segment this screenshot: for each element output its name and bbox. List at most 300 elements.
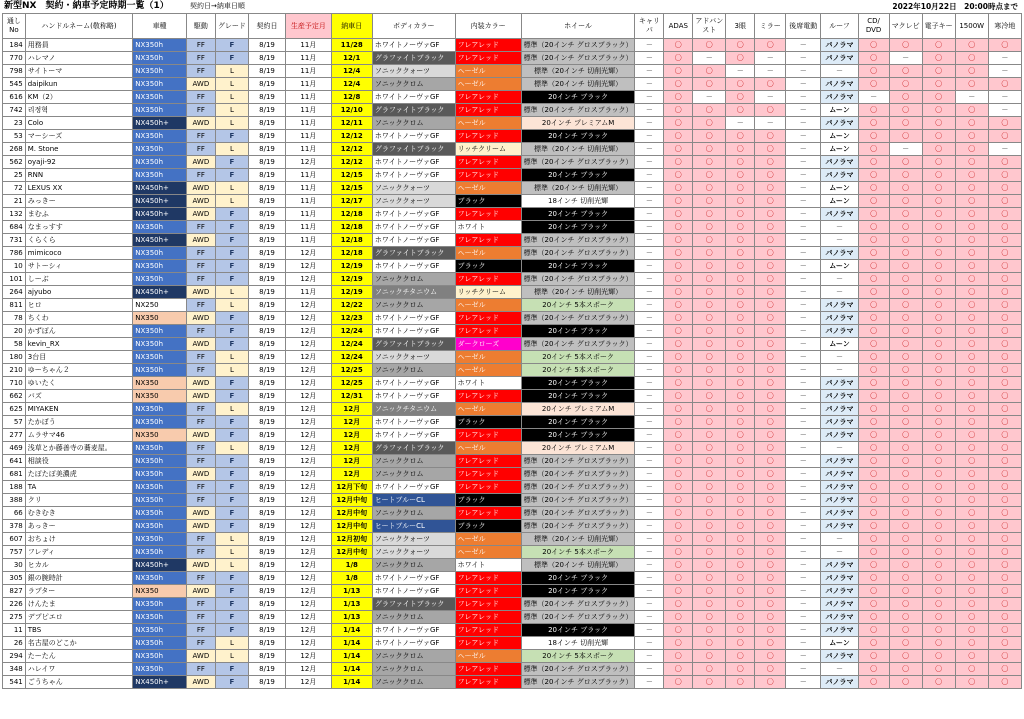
table-row (3, 481, 1022, 494)
cell-roof: パノラマ (821, 208, 858, 221)
cell-three-lens: 〇 (726, 429, 755, 442)
cell-wheel: 標準（20インチ グロスブラック） (521, 338, 635, 351)
cell-grade: L (215, 65, 248, 78)
cell-contract-date: 8/19 (248, 247, 285, 260)
cell-rear-power: － (786, 533, 821, 546)
cell-no: 226 (3, 598, 26, 611)
cell-drive: AWD (186, 390, 215, 403)
cell-mark-levinson: 〇 (889, 221, 922, 234)
cell-body-color: ホワイトノーヴァGF (372, 169, 455, 182)
cell-wheel: 標準（20インチ グロスブラック） (521, 247, 635, 260)
cell-handle: ちくわ (25, 312, 132, 325)
cell-rear-power: － (786, 468, 821, 481)
cell-no: 53 (3, 130, 26, 143)
cell-cd-dvd: 〇 (858, 143, 889, 156)
cell-rear-power: － (786, 351, 821, 364)
cell-cd-dvd: 〇 (858, 598, 889, 611)
cell-grade: L (215, 104, 248, 117)
cell-production-month: 11月 (286, 286, 331, 299)
cell-car: NX350h (133, 468, 187, 481)
cell-cd-dvd: 〇 (858, 481, 889, 494)
cell-handle: まむふ (25, 208, 132, 221)
cell-caliper: － (635, 650, 664, 663)
cell-car: NX350h (133, 624, 187, 637)
cell-roof: パノラマ (821, 377, 858, 390)
cell-cd-dvd: 〇 (858, 585, 889, 598)
cell-caliper: － (635, 676, 664, 689)
cell-body-color: ソニッククロム (372, 117, 455, 130)
cell-digital-key: 〇 (922, 117, 955, 130)
cell-car: NX350h (133, 325, 187, 338)
cell-rear-power: － (786, 169, 821, 182)
cell-caliper: － (635, 377, 664, 390)
cell-handle: ゆーちゃん２ (25, 364, 132, 377)
cell-car: NX350h (133, 455, 187, 468)
cell-contract-date: 8/19 (248, 572, 285, 585)
cell-caliper: － (635, 65, 664, 78)
cell-mark-levinson: 〇 (889, 572, 922, 585)
column-header-caliper: キャリパ (635, 14, 664, 39)
cell-power-1500w: 〇 (955, 650, 988, 663)
cell-delivery-date: 12/17 (331, 195, 372, 208)
table-row (3, 156, 1022, 169)
table-row (3, 611, 1022, 624)
cell-grade: F (215, 585, 248, 598)
cell-delivery-date: 12/12 (331, 130, 372, 143)
cell-cold-region: 〇 (988, 533, 1021, 546)
cell-drive: AWD (186, 377, 215, 390)
table-row (3, 78, 1022, 91)
cell-grade: L (215, 351, 248, 364)
cell-advanced: 〇 (693, 104, 726, 117)
cell-body-color: ソニッククロム (372, 559, 455, 572)
cell-interior-color: フレアレッド (455, 637, 521, 650)
cell-cd-dvd: 〇 (858, 338, 889, 351)
cell-no: 275 (3, 611, 26, 624)
cell-rear-power: － (786, 182, 821, 195)
cell-contract-date: 8/19 (248, 182, 285, 195)
cell-contract-date: 8/19 (248, 494, 285, 507)
cell-contract-date: 8/19 (248, 117, 285, 130)
cell-mirror: 〇 (755, 520, 786, 533)
cell-rear-power: － (786, 234, 821, 247)
cell-wheel: 標準（20インチ グロスブラック） (521, 611, 635, 624)
column-header-handle: ハンドルネーム(敬称略) (25, 14, 132, 39)
cell-grade: L (215, 143, 248, 156)
cell-no: 827 (3, 585, 26, 598)
cell-roof: － (821, 351, 858, 364)
cell-digital-key: 〇 (922, 585, 955, 598)
cell-interior-color: フレアレッド (455, 481, 521, 494)
cell-contract-date: 8/19 (248, 546, 285, 559)
cell-interior-color: フレアレッド (455, 39, 521, 52)
table-row (3, 260, 1022, 273)
cell-car: NX350h (133, 338, 187, 351)
cell-three-lens: 〇 (726, 403, 755, 416)
cell-digital-key: 〇 (922, 663, 955, 676)
cell-mirror: 〇 (755, 533, 786, 546)
cell-car: NX350h (133, 273, 187, 286)
cell-wheel: 標準（20インチ グロスブラック） (521, 156, 635, 169)
cell-handle: LEXUS XX (25, 182, 132, 195)
cell-adas: 〇 (664, 572, 693, 585)
cell-drive: FF (186, 65, 215, 78)
cell-cold-region: 〇 (988, 611, 1021, 624)
cell-three-lens: 〇 (726, 273, 755, 286)
cell-rear-power: － (786, 338, 821, 351)
cell-delivery-date: 1/14 (331, 650, 372, 663)
cell-delivery-date: 12/31 (331, 390, 372, 403)
cell-roof: パノラマ (821, 325, 858, 338)
cell-interior-color: ヘーゼル (455, 442, 521, 455)
cell-cold-region: － (988, 91, 1021, 104)
cell-production-month: 11月 (286, 221, 331, 234)
delivery-table (2, 13, 1022, 689)
cell-handle: むきむき (25, 507, 132, 520)
cell-body-color: ホワイトノーヴァGF (372, 130, 455, 143)
cell-digital-key: 〇 (922, 143, 955, 156)
cell-digital-key: 〇 (922, 442, 955, 455)
cell-power-1500w: 〇 (955, 624, 988, 637)
cell-digital-key: 〇 (922, 286, 955, 299)
cell-mark-levinson: 〇 (889, 117, 922, 130)
cell-three-lens: 〇 (726, 221, 755, 234)
table-row (3, 234, 1022, 247)
cell-cold-region: 〇 (988, 403, 1021, 416)
cell-handle: たーたん (25, 650, 132, 663)
cell-adas: 〇 (664, 598, 693, 611)
cell-delivery-date: 12月中旬 (331, 546, 372, 559)
cell-cd-dvd: 〇 (858, 416, 889, 429)
cell-advanced: 〇 (693, 637, 726, 650)
cell-power-1500w: 〇 (955, 598, 988, 611)
cell-handle: ヒカル (25, 559, 132, 572)
cell-car: NX350h (133, 221, 187, 234)
cell-mark-levinson: 〇 (889, 598, 922, 611)
cell-power-1500w: 〇 (955, 52, 988, 65)
cell-body-color: ソニッククロム (372, 650, 455, 663)
cell-drive: FF (186, 572, 215, 585)
cell-production-month: 11月 (286, 52, 331, 65)
cell-drive: FF (186, 611, 215, 624)
cell-mirror: 〇 (755, 325, 786, 338)
cell-car: NX450h+ (133, 195, 187, 208)
cell-delivery-date: 12/19 (331, 286, 372, 299)
cell-production-month: 11月 (286, 65, 331, 78)
cell-car: NX350h (133, 494, 187, 507)
cell-no: 25 (3, 169, 26, 182)
cell-interior-color: フレアレッド (455, 91, 521, 104)
cell-adas: 〇 (664, 390, 693, 403)
cell-caliper: － (635, 169, 664, 182)
cell-contract-date: 8/19 (248, 208, 285, 221)
cell-grade: F (215, 338, 248, 351)
cell-power-1500w: 〇 (955, 364, 988, 377)
cell-delivery-date: 1/14 (331, 624, 372, 637)
cell-power-1500w: 〇 (955, 143, 988, 156)
cell-power-1500w: 〇 (955, 286, 988, 299)
cell-handle: ごうちゃん (25, 676, 132, 689)
cell-cd-dvd: 〇 (858, 52, 889, 65)
cell-car: NX350 (133, 377, 187, 390)
cell-interior-color: ホワイト (455, 559, 521, 572)
cell-production-month: 11月 (286, 91, 331, 104)
cell-power-1500w: 〇 (955, 312, 988, 325)
cell-production-month: 12月 (286, 377, 331, 390)
cell-no: 132 (3, 208, 26, 221)
cell-car: NX350h (133, 78, 187, 91)
cell-body-color: ソニッククォーツ (372, 533, 455, 546)
cell-digital-key: 〇 (922, 572, 955, 585)
cell-grade: L (215, 533, 248, 546)
cell-roof: パノラマ (821, 676, 858, 689)
cell-wheel: 18インチ 切削光輝 (521, 637, 635, 650)
cell-cold-region: 〇 (988, 182, 1021, 195)
cell-contract-date: 8/19 (248, 455, 285, 468)
cell-mark-levinson: 〇 (889, 533, 922, 546)
cell-mirror: 〇 (755, 481, 786, 494)
cell-wheel: 標準（20インチ 切削光輝） (521, 143, 635, 156)
cell-contract-date: 8/19 (248, 364, 285, 377)
cell-interior-color: ホワイト (455, 221, 521, 234)
cell-rear-power: － (786, 104, 821, 117)
cell-grade: F (215, 572, 248, 585)
column-header-grade: グレード (215, 14, 248, 39)
cell-car: NX450h+ (133, 182, 187, 195)
cell-rear-power: － (786, 598, 821, 611)
cell-rear-power: － (786, 117, 821, 130)
cell-rear-power: － (786, 130, 821, 143)
table-row (3, 338, 1022, 351)
cell-mirror: 〇 (755, 247, 786, 260)
cell-rear-power: － (786, 429, 821, 442)
cell-grade: L (215, 364, 248, 377)
cell-mirror: 〇 (755, 234, 786, 247)
cell-rear-power: － (786, 481, 821, 494)
cell-three-lens: 〇 (726, 481, 755, 494)
cell-advanced: 〇 (693, 663, 726, 676)
cell-mark-levinson: 〇 (889, 338, 922, 351)
cell-contract-date: 8/19 (248, 52, 285, 65)
cell-grade: F (215, 416, 248, 429)
cell-mark-levinson: 〇 (889, 624, 922, 637)
cell-handle: Colo (25, 117, 132, 130)
cell-advanced: 〇 (693, 325, 726, 338)
cell-delivery-date: 12/4 (331, 78, 372, 91)
cell-contract-date: 8/19 (248, 312, 285, 325)
cell-cold-region: 〇 (988, 416, 1021, 429)
cell-digital-key: 〇 (922, 533, 955, 546)
cell-roof: パノラマ (821, 416, 858, 429)
column-header-production-month: 生産予定月 (286, 14, 331, 39)
cell-mark-levinson: 〇 (889, 91, 922, 104)
cell-drive: AWD (186, 78, 215, 91)
cell-rear-power: － (786, 273, 821, 286)
cell-mirror: － (755, 65, 786, 78)
cell-handle: TA (25, 481, 132, 494)
cell-mark-levinson: 〇 (889, 104, 922, 117)
cell-wheel: 標準（20インチ 切削光輝） (521, 78, 635, 91)
column-header-contract-date: 契約日 (248, 14, 285, 39)
cell-cold-region: 〇 (988, 520, 1021, 533)
cell-no: 23 (3, 117, 26, 130)
cell-body-color: ソニッククォーツ (372, 351, 455, 364)
cell-production-month: 12月 (286, 494, 331, 507)
column-header-roof: ルーフ (821, 14, 858, 39)
cell-handle: ムラサマ46 (25, 429, 132, 442)
cell-mark-levinson: 〇 (889, 650, 922, 663)
cell-cold-region: 〇 (988, 260, 1021, 273)
cell-three-lens: 〇 (726, 520, 755, 533)
cell-caliper: － (635, 390, 664, 403)
cell-advanced: 〇 (693, 546, 726, 559)
cell-mirror: 〇 (755, 351, 786, 364)
cell-roof: パノラマ (821, 117, 858, 130)
cell-wheel: 標準（20インチ グロスブラック） (521, 494, 635, 507)
cell-interior-color: ヘーゼル (455, 182, 521, 195)
cell-cold-region: 〇 (988, 559, 1021, 572)
cell-mirror: 〇 (755, 260, 786, 273)
cell-advanced: 〇 (693, 195, 726, 208)
cell-caliper: － (635, 130, 664, 143)
cell-adas: 〇 (664, 286, 693, 299)
cell-power-1500w: 〇 (955, 299, 988, 312)
cell-mark-levinson: － (889, 52, 922, 65)
cell-roof: － (821, 273, 858, 286)
cell-drive: AWD (186, 559, 215, 572)
cell-body-color: ソニッククロム (372, 676, 455, 689)
cell-advanced: 〇 (693, 312, 726, 325)
cell-power-1500w: 〇 (955, 78, 988, 91)
cell-digital-key: 〇 (922, 507, 955, 520)
cell-production-month: 11月 (286, 130, 331, 143)
cell-caliper: － (635, 104, 664, 117)
table-row (3, 585, 1022, 598)
cell-mark-levinson: 〇 (889, 520, 922, 533)
cell-adas: 〇 (664, 442, 693, 455)
cell-contract-date: 8/19 (248, 351, 285, 364)
cell-delivery-date: 12/12 (331, 143, 372, 156)
cell-three-lens: 〇 (726, 546, 755, 559)
cell-delivery-date: 12/15 (331, 182, 372, 195)
cell-cd-dvd: 〇 (858, 559, 889, 572)
cell-rear-power: － (786, 247, 821, 260)
cell-rear-power: － (786, 494, 821, 507)
table-row (3, 429, 1022, 442)
cell-three-lens: 〇 (726, 91, 755, 104)
cell-power-1500w: 〇 (955, 572, 988, 585)
cell-grade: L (215, 195, 248, 208)
cell-contract-date: 8/19 (248, 533, 285, 546)
cell-three-lens: 〇 (726, 676, 755, 689)
cell-mirror: 〇 (755, 572, 786, 585)
cell-three-lens: 〇 (726, 104, 755, 117)
cell-mirror: 〇 (755, 182, 786, 195)
cell-body-color: ソニッククロム (372, 273, 455, 286)
cell-mark-levinson: 〇 (889, 299, 922, 312)
header-row (3, 14, 1022, 39)
cell-car: NX350h (133, 364, 187, 377)
cell-mark-levinson: 〇 (889, 403, 922, 416)
cell-power-1500w: 〇 (955, 208, 988, 221)
cell-no: 78 (3, 312, 26, 325)
cell-no: 101 (3, 273, 26, 286)
cell-wheel: 標準（20インチ 切削光輝） (521, 533, 635, 546)
cell-power-1500w: 〇 (955, 273, 988, 286)
cell-no: 210 (3, 364, 26, 377)
cell-interior-color: フレアレッド (455, 130, 521, 143)
table-row (3, 364, 1022, 377)
cell-cd-dvd: － (858, 91, 889, 104)
cell-production-month: 12月 (286, 572, 331, 585)
cell-rear-power: － (786, 325, 821, 338)
cell-mirror: 〇 (755, 442, 786, 455)
column-header-adas: ADAS (664, 14, 693, 39)
cell-mark-levinson: 〇 (889, 351, 922, 364)
cell-delivery-date: 1/13 (331, 611, 372, 624)
cell-grade: L (215, 403, 248, 416)
cell-handle: ラプター (25, 585, 132, 598)
cell-cd-dvd: 〇 (858, 78, 889, 91)
cell-delivery-date: 1/8 (331, 559, 372, 572)
cell-body-color: ホワイトノーヴァGF (372, 377, 455, 390)
cell-car: NX450h+ (133, 559, 187, 572)
cell-rear-power: － (786, 520, 821, 533)
column-header-three-lens: 3眼 (726, 14, 755, 39)
cell-mark-levinson: 〇 (889, 208, 922, 221)
cell-roof: パノラマ (821, 429, 858, 442)
cell-drive: FF (186, 39, 215, 52)
cell-rear-power: － (786, 650, 821, 663)
cell-contract-date: 8/19 (248, 195, 285, 208)
cell-delivery-date: 12/18 (331, 208, 372, 221)
table-row (3, 559, 1022, 572)
cell-power-1500w: 〇 (955, 377, 988, 390)
cell-power-1500w: 〇 (955, 585, 988, 598)
cell-body-color: ソニックチタニウム (372, 286, 455, 299)
cell-cd-dvd: 〇 (858, 468, 889, 481)
cell-digital-key: 〇 (922, 403, 955, 416)
cell-body-color: ソニッククロム (372, 455, 455, 468)
cell-power-1500w: 〇 (955, 559, 988, 572)
cell-handle: 銀の腕時計 (25, 572, 132, 585)
cell-advanced: 〇 (693, 650, 726, 663)
cell-mirror: 〇 (755, 130, 786, 143)
cell-roof: パノラマ (821, 247, 858, 260)
cell-mark-levinson: 〇 (889, 585, 922, 598)
cell-drive: AWD (186, 286, 215, 299)
cell-no: 625 (3, 403, 26, 416)
cell-production-month: 11月 (286, 78, 331, 91)
cell-contract-date: 8/19 (248, 416, 285, 429)
cell-contract-date: 8/19 (248, 598, 285, 611)
cell-cold-region: 〇 (988, 676, 1021, 689)
cell-digital-key: 〇 (922, 416, 955, 429)
cell-delivery-date: 12/1 (331, 52, 372, 65)
cell-three-lens: 〇 (726, 143, 755, 156)
cell-no: 469 (3, 442, 26, 455)
cell-car: NX350h (133, 481, 187, 494)
cell-caliper: － (635, 507, 664, 520)
cell-mirror: 〇 (755, 390, 786, 403)
cell-interior-color: フレアレッド (455, 273, 521, 286)
cell-roof: ムーン (821, 143, 858, 156)
cell-no: 731 (3, 234, 26, 247)
cell-interior-color: フレアレッド (455, 624, 521, 637)
cell-delivery-date: 12/24 (331, 351, 372, 364)
cell-digital-key: 〇 (922, 468, 955, 481)
cell-grade: F (215, 273, 248, 286)
